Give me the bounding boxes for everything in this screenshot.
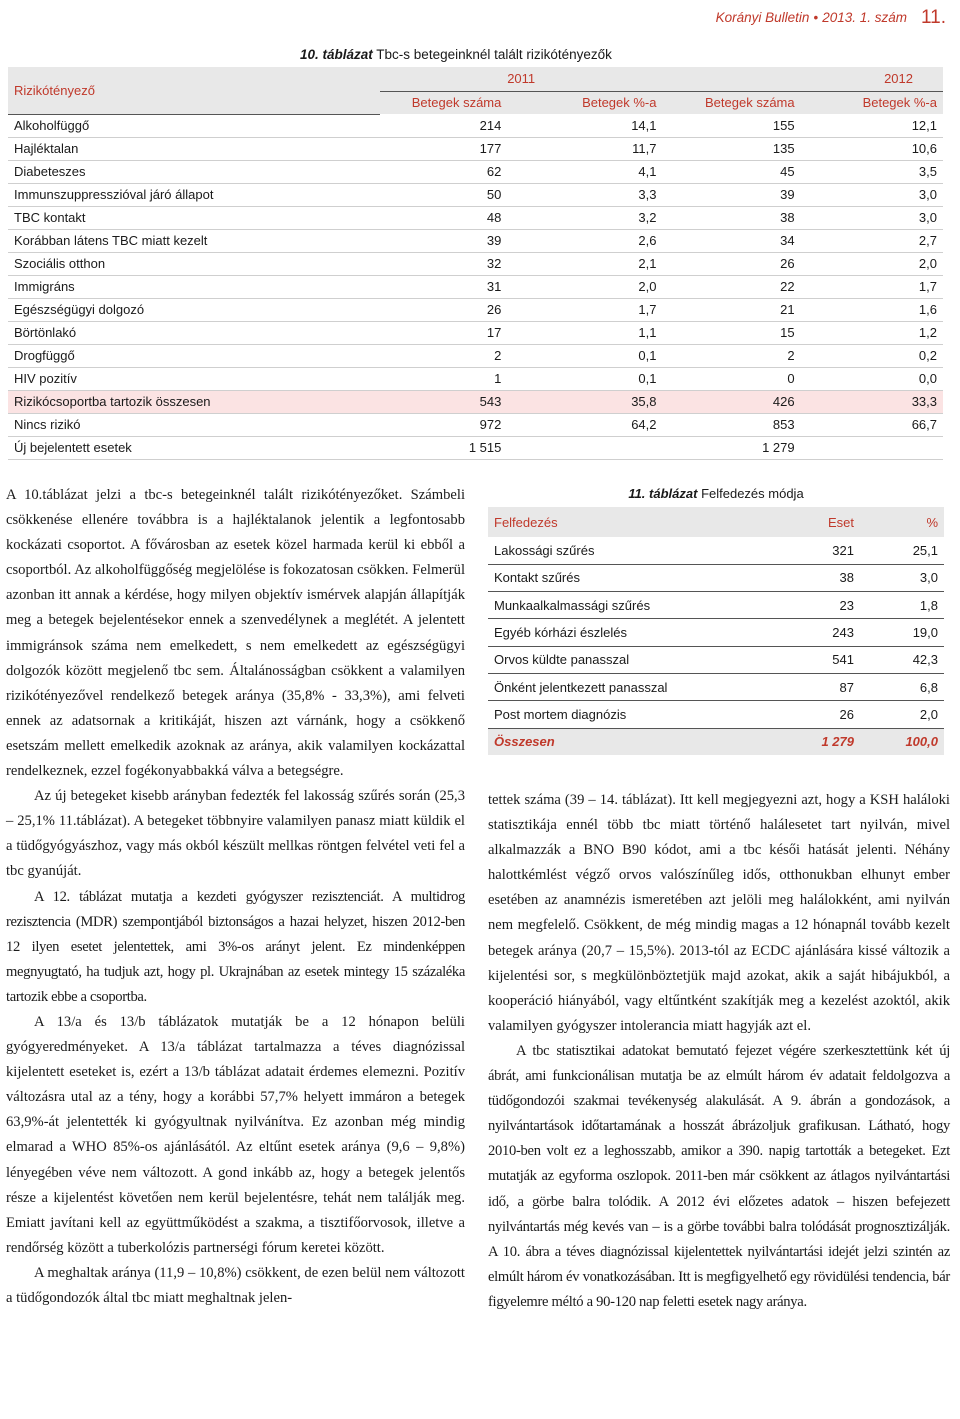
header-patients-pct-2011: Betegek %-a (507, 91, 662, 114)
risk-factor-name: Új bejelentett esetek (8, 436, 380, 459)
total-label: Összesen (488, 728, 738, 755)
table-cell: 1,8 (860, 592, 944, 619)
table-row (8, 206, 943, 229)
risk-factor-name: Immunszuppresszióval járó állapot (8, 183, 380, 206)
header-year-2011: 2011 (380, 67, 663, 91)
table-cell: 177 (380, 137, 508, 160)
table-row (488, 592, 944, 619)
issue-number: 2013. 1. szám (822, 10, 907, 25)
table-cell: 38 (738, 564, 860, 591)
detection-method-name: Lakossági szűrés (488, 537, 738, 564)
table-cell: 243 (738, 619, 860, 646)
table-cell: 2,7 (801, 229, 943, 252)
table-row (488, 537, 944, 564)
table-cell: 10,6 (801, 137, 943, 160)
risk-factor-name: Szociális otthon (8, 252, 380, 275)
table-cell: 3,2 (507, 206, 662, 229)
table-cell: 35,8 (507, 390, 662, 413)
table-cell: 22 (663, 275, 801, 298)
table-cell: 0,1 (507, 367, 662, 390)
table11-title: Felfedezés módja (701, 486, 804, 501)
risk-factor-name: Hajléktalan (8, 137, 380, 160)
table-cell: 17 (380, 321, 508, 344)
table-cell: 2,0 (801, 252, 943, 275)
table-cell: 26 (380, 298, 508, 321)
table-cell: 1 515 (380, 436, 508, 459)
detection-method-name: Munkaalkalmassági szűrés (488, 592, 738, 619)
table-row (8, 390, 943, 413)
detection-method-name: Orvos küldte panasszal (488, 646, 738, 673)
journal-name: Korányi Bulletin (715, 10, 810, 25)
table-cell: 2 (663, 344, 801, 367)
table-cell: 14,1 (507, 114, 662, 137)
table-row (8, 252, 943, 275)
table-cell: 12,1 (801, 114, 943, 137)
table-cell: 26 (663, 252, 801, 275)
table-cell: 26 (738, 701, 860, 728)
table-cell: 1,2 (801, 321, 943, 344)
risk-factor-name: Diabeteszes (8, 160, 380, 183)
risk-factor-name: Börtönlakó (8, 321, 380, 344)
table-cell (507, 436, 662, 459)
total-percent: 100,0 (860, 728, 944, 755)
table-cell: 1,6 (801, 298, 943, 321)
paragraph: A meghaltak aránya (11,9 – 10,8%) csökkent, de ezen belül nem változott a tüdőgondozók által tbc miatt meghaltnak jelen- (6, 1264, 465, 1306)
table-cell: 62 (380, 160, 508, 183)
table-row (8, 160, 943, 183)
table-cell: 0,0 (801, 367, 943, 390)
table-row (8, 436, 943, 459)
table-row (8, 413, 943, 436)
header-cases: Eset (738, 507, 860, 537)
header-detection: Felfedezés (488, 507, 738, 537)
header-risk-factor: Rizikótényező (8, 67, 380, 114)
detection-method-name: Önként jelentkezett panasszal (488, 673, 738, 700)
table-cell: 32 (380, 252, 508, 275)
table-row (8, 298, 943, 321)
header-patients-pct-2012: Betegek %-a (801, 91, 943, 114)
table-cell: 214 (380, 114, 508, 137)
table-cell: 543 (380, 390, 508, 413)
table11-caption (488, 486, 944, 501)
table-cell: 2,1 (507, 252, 662, 275)
paragraph: A tbc statisztikai adatokat bemutató fejezet végére szerkesztettünk két új ábrát, ami funkcionálisan mutatja be az elmúlt három év adatait feldolgozva a tüdőgondozói szakmai tevékenység alakulását. A 9. ábrán a gondozások, a nyilvántartások időtartamának a hosszát ábrázoljuk grafikusan. Látható, hogy 2010-ben volt ez a leghosszabb, amikor a 390. napig tartották a betegeket. Ezt mutatják az egyforma oszlopok. 2011-ben már csökkent az átlagos nyilvántartási idő, a görbe balra tolódik. A 2012 évi előzetes adatok – hiszen befejezett nyilvántartás még kevés van – is a görbe további balra tolódását prognosztizálják. A 10. ábra a téves diagnózissal kijelentettek nyilvántartási idejét jelzi szintén az elmúlt három év vonatkozásában. Itt is megfigyelhető egy rövidülési tendencia, bár figyelemre méltó a 90-120 nap feletti esetek nagy aránya. (488, 1042, 950, 1310)
table-cell: 19,0 (860, 619, 944, 646)
table-cell: 6,8 (860, 673, 944, 700)
table10-title: Tbc-s betegeinknél talált rizikótényezők (376, 47, 612, 62)
table-cell: 38 (663, 206, 801, 229)
table-cell: 0 (663, 367, 801, 390)
table-cell: 34 (663, 229, 801, 252)
risk-factor-name: TBC kontakt (8, 206, 380, 229)
total-cases: 1 279 (738, 728, 860, 755)
risk-factor-table-body (8, 114, 943, 459)
table-row (8, 275, 943, 298)
table-cell: 541 (738, 646, 860, 673)
table-cell: 0,2 (801, 344, 943, 367)
table-cell: 1,7 (801, 275, 943, 298)
table-cell: 3,0 (801, 206, 943, 229)
table-cell: 3,0 (860, 564, 944, 591)
table-cell: 39 (380, 229, 508, 252)
table-cell: 321 (738, 537, 860, 564)
risk-factor-name: Alkoholfüggő (8, 114, 380, 137)
table-row (488, 673, 944, 700)
table11-label: 11. táblázat (628, 486, 698, 501)
page-number: 11. (920, 7, 946, 28)
table-cell: 0,1 (507, 344, 662, 367)
header-patients-count-2011: Betegek száma (380, 91, 508, 114)
article-right-column (488, 788, 950, 1315)
table-cell: 33,3 (801, 390, 943, 413)
header-percent: % (860, 507, 944, 537)
table-cell: 4,1 (507, 160, 662, 183)
table-cell: 426 (663, 390, 801, 413)
table-cell: 3,3 (507, 183, 662, 206)
table-cell: 155 (663, 114, 801, 137)
table-row (488, 619, 944, 646)
header-patients-count-2012: Betegek száma (663, 91, 801, 114)
table-row (488, 701, 944, 728)
table-cell: 45 (663, 160, 801, 183)
paragraph: A 10.táblázat jelzi a tbc-s betegeinknél talált rizikótényezőket. Számbeli csökkenése ellenére továbbra is a hajléktalanok jelentik a legfontosabb kockázati csoportot. A fővárosban az esetek közel harmada kerül ki ebből a csoportból. Az alkoholfüggőség megjelölése is fokozatosan csökken. Felmerül azonban itt annak a kérdése, hogy milyen objektív ismérvek alapján állapítják meg a betegek bejelentésekor ennek a szenvedélynek a meglétét. A jelentett immigránsok száma nem emelkedett, s nem emelkedett az egészségügyi dolgozók között megjelenő tbc sem. Általánosságban csökkent a valamilyen rizikótényezővel rendelkező betegek aránya (35,8% - 33,3%), ami felveti ennek az adatsornak a kritikáját, hiszen azt várnánk, hogy a csökkenő esetszám mellett emelkedik azoknak az aránya, akik valamilyen kockázattal rendelkeznek, ezzel fogékonyabbakká válva a betegségre. (6, 487, 465, 780)
table-cell: 64,2 (507, 413, 662, 436)
table-cell (801, 436, 943, 459)
detection-method-table (488, 507, 944, 755)
table-cell: 2,0 (507, 275, 662, 298)
table-row (8, 114, 943, 137)
table-cell: 1 279 (663, 436, 801, 459)
risk-factor-name: Egészségügyi dolgozó (8, 298, 380, 321)
table-cell: 1,1 (507, 321, 662, 344)
table-cell: 2,0 (860, 701, 944, 728)
table-row (8, 183, 943, 206)
table-cell: 972 (380, 413, 508, 436)
header-year-2012: 2012 (663, 67, 944, 91)
table-cell: 31 (380, 275, 508, 298)
table-cell: 11,7 (507, 137, 662, 160)
paragraph: A 12. táblázat mutatja a kezdeti gyógyszer rezisztenciát. A multidrog rezisztencia (MDR) szempontjából biztonságos a hazai helyzet, hiszen 2012-ben 12 ilyen esetet jelentettek, ami 3%-os arányt jelent. Ez mindenképpen megnyugtató, ha tudjuk azt, hogy pl. Ukrajnában az esetek mintegy 15 százaléka tartozik ebbe a csoportba. (6, 888, 465, 1005)
risk-factor-name: HIV pozitív (8, 367, 380, 390)
article-left-column (6, 483, 465, 1311)
risk-factor-name: Drogfüggő (8, 344, 380, 367)
table-cell: 3,0 (801, 183, 943, 206)
table-row (488, 646, 944, 673)
table-cell: 135 (663, 137, 801, 160)
table-row (488, 564, 944, 591)
table10-label: 10. táblázat (300, 47, 373, 62)
risk-factor-name: Rizikócsoportba tartozik összesen (8, 390, 380, 413)
risk-factor-name: Nincs rizikó (8, 413, 380, 436)
table-cell: 1,7 (507, 298, 662, 321)
table-row (8, 367, 943, 390)
table-total-row (488, 728, 944, 755)
table-cell: 21 (663, 298, 801, 321)
table-cell: 23 (738, 592, 860, 619)
table10-caption (300, 47, 612, 62)
table-cell: 15 (663, 321, 801, 344)
table-cell: 50 (380, 183, 508, 206)
table-cell: 2,6 (507, 229, 662, 252)
table-cell: 39 (663, 183, 801, 206)
detection-method-name: Kontakt szűrés (488, 564, 738, 591)
detection-method-name: Egyéb kórházi észlelés (488, 619, 738, 646)
table-cell: 2 (380, 344, 508, 367)
table-cell: 48 (380, 206, 508, 229)
paragraph: Az új betegeket kisebb arányban fedezték fel lakosság szűrés során (25,3 – 25,1% 11.táblázat). A betegeket többnyire valamilyen panasz miatt küldik el a tüdőgyógyászhoz, vagy más okból készült mellkas röntgen felvétel veti fel a tbc gyanúját. (6, 788, 465, 880)
table-cell: 66,7 (801, 413, 943, 436)
detection-method-name: Post mortem diagnózis (488, 701, 738, 728)
table-cell: 25,1 (860, 537, 944, 564)
table-cell: 42,3 (860, 646, 944, 673)
table-row (8, 137, 943, 160)
table-row (8, 229, 943, 252)
table-cell: 853 (663, 413, 801, 436)
risk-factor-name: Immigráns (8, 275, 380, 298)
separator-dot: • (813, 10, 819, 25)
risk-factor-table (8, 67, 943, 460)
table-row (8, 321, 943, 344)
table-cell: 87 (738, 673, 860, 700)
running-header (716, 6, 946, 28)
risk-factor-name: Korábban látens TBC miatt kezelt (8, 229, 380, 252)
paragraph: tettek száma (39 – 14. táblázat). Itt kell megjegyezni azt, hogy a KSH haláloki statisztikája ennél több tbc miatt történő halálesetet tart nyilván, mivel alkalmazzák a BNO B90 kódot, ami a tbc késői hatását jelenti. Néhány halottkémlést végző orvos valószínűleg idős, otthonukban elhunyt ember esetében az anamnézis ismeretében azt jelöli meg halálokként, ami nyilván nem megfelelő. Csökkent, de még mindig magas a 12 hónapnál tovább kezelt betegek aránya (20,7 – 15,5%). 2013-tól az ECDC ajánlására kissé változik a kijelentési sor, s megkülönböztetjük majd azokat, akik a saját hibájukból, a kooperáció hiányából, vagy eltűntként szakítják meg a kezelést azoktól, akik valamilyen gyógyszer intolerancia miatt hagyják azt el. (488, 792, 950, 1034)
detection-method-table-body (488, 537, 944, 728)
table-cell: 1 (380, 367, 508, 390)
paragraph: A 13/a és 13/b táblázatok mutatják be a 12 hónapon belüli gyógyeredményeket. A 13/a táblázat tartalmazza a téves diagnózissal kijelentett eseteket is, ezért a 13/b táblázat adatait érdemes elemezni. Pozitív változásra utal az a tény, hogy a korábbi 57,7% helyett immáron a betegek 63,9%-át jelentették ki gyógyultnak nyilvánítva. Ez azonban még mindig elmarad a WHO 85%-os ajánlásától. Az eltűnt esetek aránya (9,6 – 9,8%) lényegében véve nem változott. A gond inkább az, hogy a betegek jelentős része a kijelentést követően nem kerül bejelentésre, tehát nem találják meg. Emiatt javítani kell az együttműködést a szakma, a tisztifőorvosok, illetve a rendőrség között a tuberkolózis partnerségi fórum keretei között. (6, 1013, 465, 1256)
table-cell: 3,5 (801, 160, 943, 183)
table-row (8, 344, 943, 367)
